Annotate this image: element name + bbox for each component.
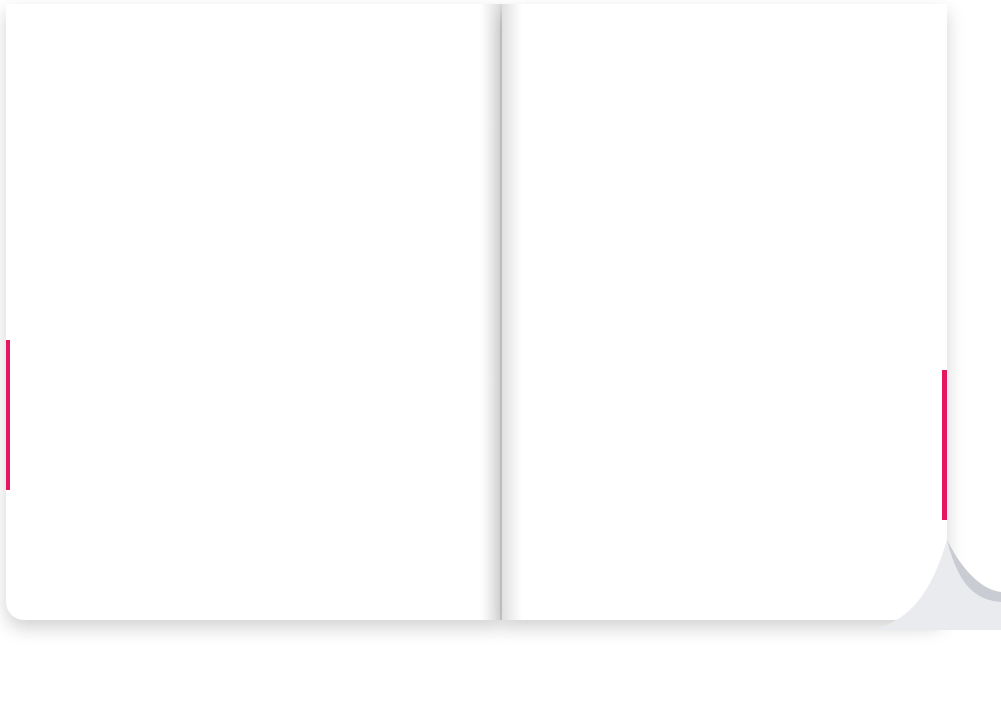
right-page bbox=[502, 4, 947, 620]
page-curl-icon bbox=[872, 540, 1001, 630]
book-spine bbox=[480, 4, 522, 620]
left-page bbox=[6, 4, 500, 620]
left-edge-stripe bbox=[6, 340, 10, 490]
right-edge-stripe bbox=[942, 370, 947, 520]
